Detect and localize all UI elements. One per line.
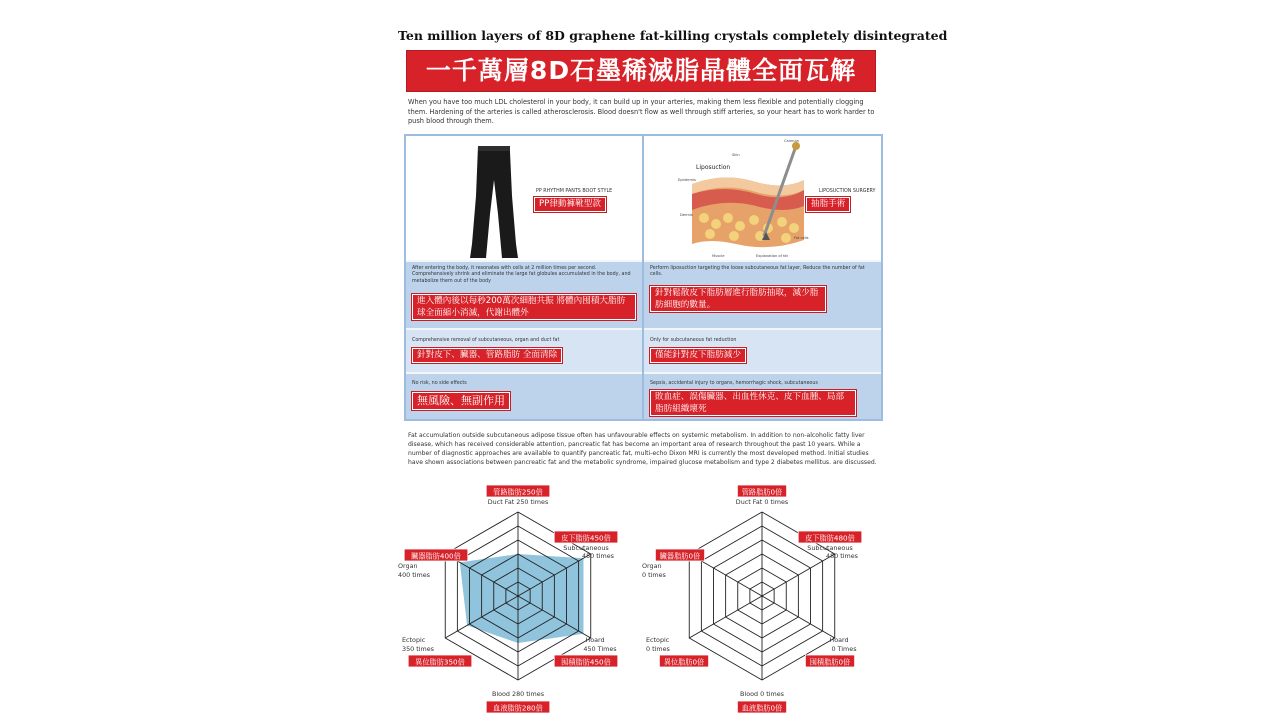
radar-axis-en-label: Subcutaneous xyxy=(807,544,853,552)
radar-axis-en-label: 0 Times xyxy=(831,645,857,653)
radar-axis-cn-label: 管路脂肪250倍 xyxy=(493,487,543,497)
radar-axis-cn-label: 囤積脂肪0倍 xyxy=(809,657,851,667)
radar-axis-en-label: Blood 280 times xyxy=(491,690,545,698)
product-en-left: PP RHYTHM PANTS BOOT STYLE xyxy=(536,189,613,194)
radar-axis-en-label: Duct Fat 0 times xyxy=(735,498,789,506)
radar-axis-cn-label: 皮下脂肪480倍 xyxy=(805,533,855,543)
left-row3-cn: 無風險、無副作用 xyxy=(412,392,510,410)
product-cn-left: PP律動褲靴型款 xyxy=(534,197,606,212)
radar-axis-en-label: Duct Fat 250 times xyxy=(487,498,549,506)
radar-axis-en-label: 480 times xyxy=(826,552,858,560)
right-row2-en: Only for subcutaneous fat reduction xyxy=(650,338,737,343)
svg-text:Fat cells: Fat cells xyxy=(794,236,809,240)
radar-axis-cn-label: 異位脂肪350倍 xyxy=(415,657,465,667)
radar-axis-cn-label: 異位脂肪0倍 xyxy=(663,657,705,667)
left-row1-en: After entering the body, it resonates with cells at 2 million times per second. Comprehensively shrink and eliminate the large fat globules accumulated in the body, and metabolize them out of the body xyxy=(412,266,631,284)
svg-text:Cannula: Cannula xyxy=(784,139,799,143)
radar-axis-en-label: Subcutaneous xyxy=(563,544,609,552)
left-row-3 xyxy=(406,374,642,419)
radar-axis-en-label: 400 times xyxy=(398,571,430,579)
english-title: Ten million layers of 8D graphene fat-killing crystals completely disintegrated xyxy=(398,28,948,43)
radar-axis-en-label: 450 Times xyxy=(583,645,617,653)
radar-axis-en-label: 350 times xyxy=(402,645,434,653)
svg-text:Skin: Skin xyxy=(732,153,740,157)
intro-paragraph: When you have too much LDL cholesterol in your body, it can build up in your arteries, making them less flexible and potentially clogging them. Hardening of the arteries is called atherosclerosis. Blood doesn't flow as well through stiff arteries, so your heart has to work harder to push blood through them. xyxy=(408,98,875,126)
right-row3-en: Sepsis, accidental injury to organs, hemorrhagic shock, subcutaneous xyxy=(650,381,818,386)
product-cn-right: 抽脂手術 xyxy=(806,197,850,212)
liposuction-image-cell xyxy=(644,136,881,260)
radar-axis-cn-label: 血液脂肪0倍 xyxy=(741,703,783,713)
radar-axis-en-label: Hoard xyxy=(829,636,849,644)
right-row1-en: Perform liposuction targeting the loose subcutaneous fat layer, Reduce the number of fat cells. xyxy=(650,266,865,278)
radar-axis-cn-label: 血液脂肪280倍 xyxy=(493,703,543,713)
left-row2-en: Comprehensive removal of subcutaneous, organ and duct fat xyxy=(412,338,560,343)
left-row2-cn: 針對皮下、臟器、管路脂肪 全面清除 xyxy=(412,348,562,363)
radar-axis-en-label: Ectopic xyxy=(402,636,426,644)
radar-chart-left xyxy=(398,484,638,718)
radar-axis-en-label: Hoard xyxy=(585,636,605,644)
chinese-title-banner xyxy=(406,50,876,92)
radar-axis-en-label: 450 times xyxy=(582,552,614,560)
radar-axis-cn-label: 管路脂肪0倍 xyxy=(741,487,783,497)
comparison-panel xyxy=(404,134,883,421)
left-row-2 xyxy=(406,330,642,372)
right-row-3 xyxy=(644,374,881,419)
radar-axis-en-label: 0 times xyxy=(646,645,670,653)
radar-axis-cn-label: 囤積脂肪450倍 xyxy=(561,657,611,667)
document-page xyxy=(398,18,948,718)
left-row3-en: No risk, no side effects xyxy=(412,381,467,386)
right-row-1 xyxy=(644,262,881,328)
metabolism-paragraph: Fat accumulation outside subcutaneous adipose tissue often has unfavourable effects on systemic metabolism. In addition to non-alcoholic fatty liver disease, which has received considerable attention, pancreatic fat has become an important area of research throughout the past 10 years. While a number of diagnostic approaches are available to quantify pancreatic fat, multi-echo Dixon MRI is currently the most developed method. Initial studies have shown associations between pancreatic fat and the metabolic syndrome, impaired glucose metabolism and type 2 diabetes mellitus. are discussed. xyxy=(408,432,877,466)
radar-axis-en-label: Blood 0 times xyxy=(740,690,784,698)
right-row-2 xyxy=(644,330,881,372)
radar-axis-en-label: Organ xyxy=(642,562,662,570)
radar-axis-cn-label: 臟器脂肪0倍 xyxy=(659,551,701,561)
right-row1-cn: 針對鬆散皮下脂肪層進行脂肪抽取，減少脂肪細胞的數量。 xyxy=(650,286,826,312)
radar-axis-en-label: Ectopic xyxy=(646,636,670,644)
svg-text:Muscle: Muscle xyxy=(712,254,725,258)
svg-text:Dermis: Dermis xyxy=(680,213,693,217)
radar-chart-right xyxy=(642,484,882,718)
radar-axis-en-label: 0 times xyxy=(642,571,666,579)
svg-text:Epidermis: Epidermis xyxy=(678,178,696,182)
radar-axis-en-label: Organ xyxy=(398,562,418,570)
svg-text:Explanation of fat: Explanation of fat xyxy=(756,254,788,258)
product-en-right: LIPOSUCTION SURGERY xyxy=(819,189,876,194)
panel-divider xyxy=(642,136,644,419)
right-row2-cn: 僅能針對皮下脂肪減少 xyxy=(650,348,746,363)
pants-illustration xyxy=(406,136,642,260)
left-row-1 xyxy=(406,262,642,328)
right-row3-cn: 敗血症、誤傷臟器、出血性休克、皮下血腫、局部脂肪組織壞死 xyxy=(650,390,856,416)
pants-image-cell xyxy=(406,136,642,260)
left-row1-cn: 進入體內後以每秒200萬次細胞共振 將體內囤積大脂肪球全面縮小消滅，代謝出體外 xyxy=(412,294,636,320)
chinese-title: 一千萬層8D石墨稀滅脂晶體全面瓦解 xyxy=(425,56,857,85)
svg-text:Liposuction: Liposuction xyxy=(696,164,731,171)
radar-axis-cn-label: 臟器脂肪400倍 xyxy=(411,551,461,561)
radar-axis-cn-label: 皮下脂肪450倍 xyxy=(561,533,611,543)
